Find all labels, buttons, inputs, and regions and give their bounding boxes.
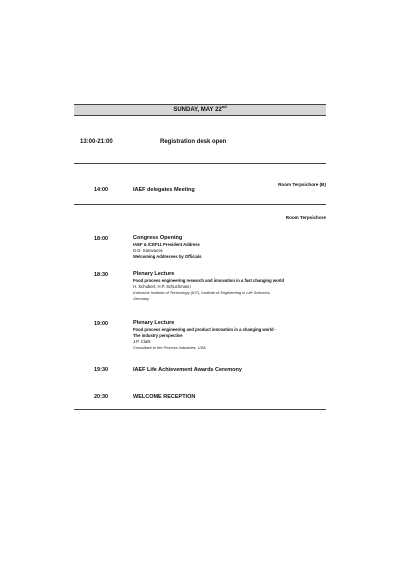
session-title: WELCOME RECEPTION	[133, 394, 196, 400]
session-room: Room Terpsichore	[285, 215, 326, 220]
session-time: 18:00	[94, 236, 109, 242]
day-header-text: SUNDAY, MAY 22	[173, 107, 222, 113]
session-time: 19:00	[94, 321, 109, 327]
session-title: Plenary Lecture	[133, 320, 175, 326]
day-header	[74, 104, 326, 116]
session-lecture-title: Food process engineering and product innovation in a changing world -	[133, 327, 277, 332]
session-affiliation: Consultant to the Process Industries, USA	[133, 345, 206, 350]
divider	[74, 163, 326, 164]
session-affiliation: Germany	[133, 296, 149, 301]
session-lecture-title: Food process engineering research and innovation in a fast changing world	[133, 278, 285, 283]
session-time: 18:30	[94, 272, 109, 278]
session-title: Plenary Lecture	[133, 271, 175, 277]
divider	[74, 409, 326, 410]
session-speaker: H. Schubert, H.P. Schuchmann	[133, 284, 191, 289]
session-speaker: J.P. Clark	[133, 339, 151, 344]
session-detail: Welcoming Addresses by Officials	[133, 254, 202, 259]
session-detail: IAEF & ICEF11 President Address	[133, 242, 200, 247]
session-title: IAEF delegates Meeting	[133, 187, 195, 193]
divider	[74, 204, 326, 205]
session-time: 14:00	[94, 187, 109, 193]
session-time: 20:30	[94, 394, 109, 400]
session-lecture-title: The industry perspective	[133, 333, 183, 338]
registration-time: 13:00-21:00	[80, 139, 113, 145]
session-title: IAEF Life Achievement Awards Ceremony	[133, 367, 242, 373]
session-speaker: G.D. Saravacos	[133, 248, 163, 253]
day-header-suffix: nd	[221, 104, 227, 109]
session-title: Congress Opening	[133, 235, 183, 241]
registration-title: Registration desk open	[160, 139, 227, 145]
session-room: Room Terpsichore (B)	[278, 182, 326, 187]
session-time: 19:30	[94, 367, 109, 373]
session-affiliation: Karlsruhe Institute of Technology (KIT), Institute of Engineering in Life Sciences,	[133, 290, 271, 295]
